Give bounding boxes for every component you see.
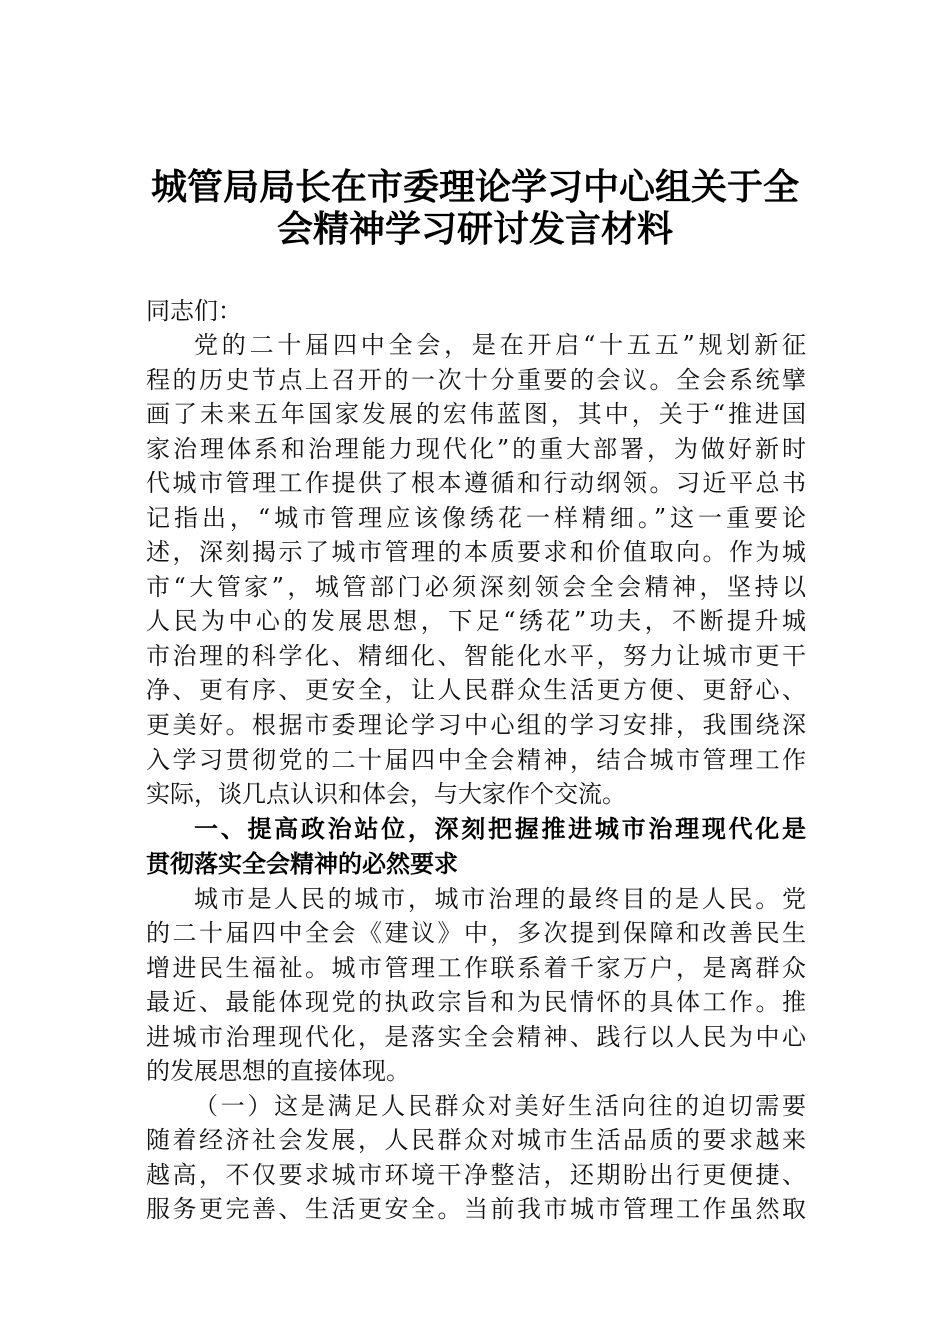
paragraph-1-line: 画了未来五年国家发展的宏伟蓝图，其中，关于“推进国 <box>146 400 806 428</box>
paragraph-2-line: 的二十届四中全会《建议》中，多次提到保障和改善民生 <box>146 919 806 947</box>
paragraph-1-line: 人民为中心的发展思想，下足“绣花”功夫，不断提升城 <box>146 607 806 635</box>
paragraph-2-line: 最近、最能体现党的执政宗旨和为民情怀的具体工作。推 <box>146 988 806 1016</box>
paragraph-1-line: 程的历史节点上召开的一次十分重要的会议。全会系统擘 <box>146 366 806 394</box>
document-title-line-1: 城管局局长在市委理论学习中心组关于全 <box>150 166 799 208</box>
paragraph-1-line: 入学习贯彻党的二十届四中全会精神，结合城市管理工作 <box>146 746 806 774</box>
paragraph-1-line: 市“大管家”，城管部门必须深刻领会全会精神，坚持以 <box>146 573 806 601</box>
section-heading-1: 贯彻落实全会精神的必然要求 <box>146 850 458 878</box>
paragraph-1-line: 记指出，“城市管理应该像绣花一样精细。”这一重要论 <box>146 504 806 532</box>
section-heading-1: 一、提高政治站位，深刻把握推进城市治理现代化是 <box>194 815 806 843</box>
paragraph-1-line: 代城市管理工作提供了根本遵循和行动纲领。习近平总书 <box>146 469 806 497</box>
paragraph-1-line: 净、更有序、更安全，让人民群众生活更方便、更舒心、 <box>146 676 806 704</box>
paragraph-1-line: 党的二十届四中全会，是在开启“十五五”规划新征 <box>194 331 806 359</box>
paragraph-2-line: 的发展思想的直接体现。 <box>146 1057 410 1085</box>
paragraph-3-line: 服务更完善、生活更安全。当前我市城市管理工作虽然取 <box>146 1195 806 1223</box>
document-title-line-2: 会精神学习研讨发言材料 <box>276 208 673 250</box>
paragraph-3-line: 越高，不仅要求城市环境干净整洁，还期盼出行更便捷、 <box>146 1161 806 1189</box>
paragraph-1-line: 述，深刻揭示了城市管理的本质要求和价值取向。作为城 <box>146 538 806 566</box>
paragraph-2-line: 增进民生福祉。城市管理工作联系着千家万户，是离群众 <box>146 954 806 982</box>
paragraph-1-line: 市治理的科学化、精细化、智能化水平，努力让城市更干 <box>146 642 806 670</box>
paragraph-1-line: 家治理体系和治理能力现代化”的重大部署，为做好新时 <box>146 435 806 463</box>
paragraph-1-line: 更美好。根据市委理论学习中心组的学习安排，我围绕深 <box>146 711 806 739</box>
paragraph-2-line: 城市是人民的城市，城市治理的最终目的是人民。党 <box>194 885 806 913</box>
paragraph-2-line: 进城市治理现代化，是落实全会精神、践行以人民为中心 <box>146 1023 806 1051</box>
paragraph-1-line: 实际，谈几点认识和体会，与大家作个交流。 <box>146 780 626 808</box>
salutation: 同志们： <box>146 297 242 325</box>
subheading-1-line: （一）这是满足人民群众对美好生活向往的迫切需要 <box>194 1092 806 1120</box>
paragraph-3-line: 随着经济社会发展，人民群众对城市生活品质的要求越来 <box>146 1126 806 1154</box>
